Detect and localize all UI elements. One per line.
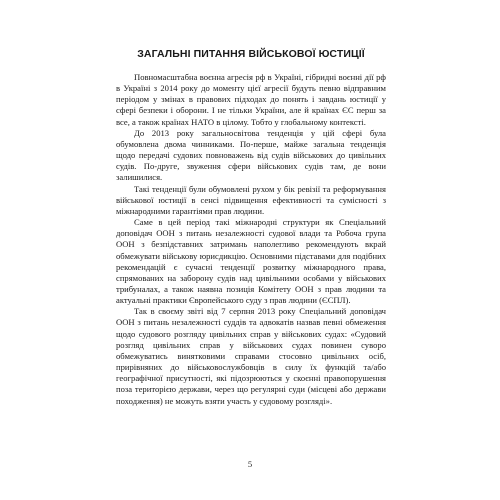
page-number: 5	[247, 459, 253, 469]
paragraph-5: Так в своєму звіті від 7 серпня 2013 року Спеціальний доповідач ООН з питань незалежності суддів та адвокатів назвав певні обмеження щодо судового розгляду цивільних справ у військових судах: «Судовий розгляд цивільних справ у військових судах повинен суворо обмежуватись винятковими справами стосовно цивільних осіб, прирівняних до військовослужбовців в силу їх функцій та/або географічної присутності, які підозрюються у скоєнні правопорушення поза територією держави, через що регулярні суди (місцеві або держави походження) не можуть взяти участь у судовому розгляді».	[116, 306, 386, 406]
paragraph-1: Повномасштабна воєнна агресія рф в Україні, гібридні воєнні дії рф в Україні з 2014 року до моменту цієї агресії будуть певно відправним періодом у змінах в правових підходах до понять і завдань юстиції у сфері безпеки і оборони. І не тільки України, але й країнах ЄС перш за все, а також країнах НАТО в цілому. Тобто у глобальному контексті.	[116, 72, 386, 127]
paragraph-4: Саме в цей період такі міжнародні структури як Спеціальний доповідач ООН з питань незалежності судової влади та Робоча група ООН з безпідставних затримань наполегливо рекомендують вкрай обмежувати військову юрисдикцію. Основними підставами для подібних рекомендацій є сучасні тенденції розвитку міжнародного права, спрямованих на заборону судів над цивільними особами у військових трибуналах, а також наявна позиція Комітету ООН з прав людини та актуальні практики Європейського суду з прав людини (ЄСПЛ).	[116, 217, 386, 306]
paragraph-2: До 2013 року загальносвітова тенденція у цій сфері була обумовлена двома чинниками. По-перше, майже загальна тенденція щодо передачі судових повноважень від судів військових до цивільних судів. По-друге, звуження сфери військових судів там, де вони залишилися.	[116, 127, 386, 183]
page-content	[116, 48, 386, 407]
page-title: ЗАГАЛЬНІ ПИТАННЯ ВІЙСЬКОВОЇ ЮСТИЦІЇ	[137, 48, 365, 60]
paragraph-3: Такі тенденції були обумовлені рухом у бік ревізії та реформування військової юстиції в сенсі підвищення ефективності та сумісності з міжнародними гарантіями прав людини.	[116, 183, 386, 216]
